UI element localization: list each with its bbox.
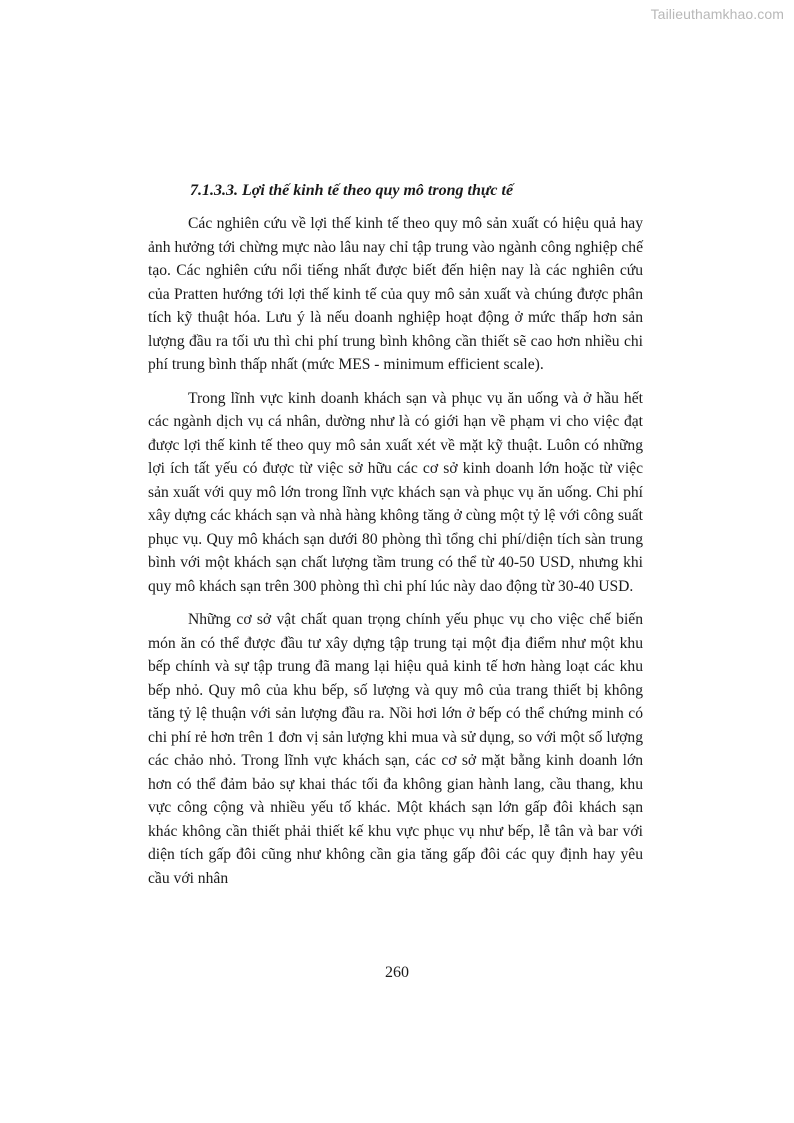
page-content xyxy=(148,180,643,900)
paragraph-1: Các nghiên cứu về lợi thế kinh tế theo quy mô sản xuất có hiệu quả hay ảnh hưởng tới chừng mực nào lâu nay chỉ tập trung vào ngành công nghiệp chế tạo. Các nghiên cứu nổi tiếng nhất được biết đến hiện nay là các nghiên cứu của Pratten hướng tới lợi thế kinh tế của quy mô sản xuất và chúng được phân tích kỹ thuật hóa. Lưu ý là nếu doanh nghiệp hoạt động ở mức thấp hơn sản lượng đầu ra tối ưu thì chi phí trung bình không cần thiết sẽ cao hơn nhiều chi phí trung bình thấp nhất (mức MES - minimum efficient scale). xyxy=(148,215,643,373)
paragraph-2: Trong lĩnh vực kinh doanh khách sạn và phục vụ ăn uống và ở hầu hết các ngành dịch vụ cá nhân, dường như là có giới hạn về phạm vi cho việc đạt được lợi thế kinh tế theo quy mô sản xuất xét về mặt kỹ thuật. Luôn có những lợi ích tất yếu có được từ việc sở hữu các cơ sở kinh doanh lớn hoặc từ việc sản xuất với quy mô lớn trong lĩnh vực khách sạn và phục vụ ăn uống. Chi phí xây dựng các khách sạn và nhà hàng không tăng ở cùng một tỷ lệ với công suất phục vụ. Quy mô khách sạn dưới 80 phòng thì tổng chi phí/diện tích sàn trung bình với một khách sạn chất lượng tầm trung có thể từ 40-50 USD, nhưng khi quy mô khách sạn trên 300 phòng thì chi phí lúc này dao động từ 30-40 USD. xyxy=(148,389,643,595)
watermark: Tailieuthamkhao.com xyxy=(650,6,784,22)
paragraph-3: Những cơ sở vật chất quan trọng chính yếu phục vụ cho việc chế biến món ăn có thể được đầu tư xây dựng tập trung tại một địa điểm như một khu bếp chính và sự tập trung đã mang lại hiệu quả kinh tế hơn hàng loạt các khu bếp nhỏ. Quy mô của khu bếp, số lượng và quy mô của trang thiết bị không tăng tỷ lệ thuận với sản lượng đầu ra. Nồi hơi lớn ở bếp có thể chứng minh có chi phí rẻ hơn trên 1 đơn vị sản lượng khi mua và sử dụng, so với một số lượng các chảo nhỏ. Trong lĩnh vực khách sạn, các cơ sở mặt bằng kinh doanh lớn hơn có thể đảm bảo sự khai thác tối đa không gian hành lang, cầu thang, khu vực công cộng và nhiều yếu tố khác. Một khách sạn lớn gấp đôi khách sạn khác không cần thiết phải thiết kế khu vực phục vụ như bếp, lễ tân và bar với diện tích gấp đôi cũng như không cần gia tăng gấp đôi các quy định hay yêu cầu với nhân xyxy=(148,611,643,887)
section-heading: 7.1.3.3. Lợi thế kinh tế theo quy mô trong thực tế xyxy=(190,182,514,199)
page-number: 260 xyxy=(385,964,409,981)
